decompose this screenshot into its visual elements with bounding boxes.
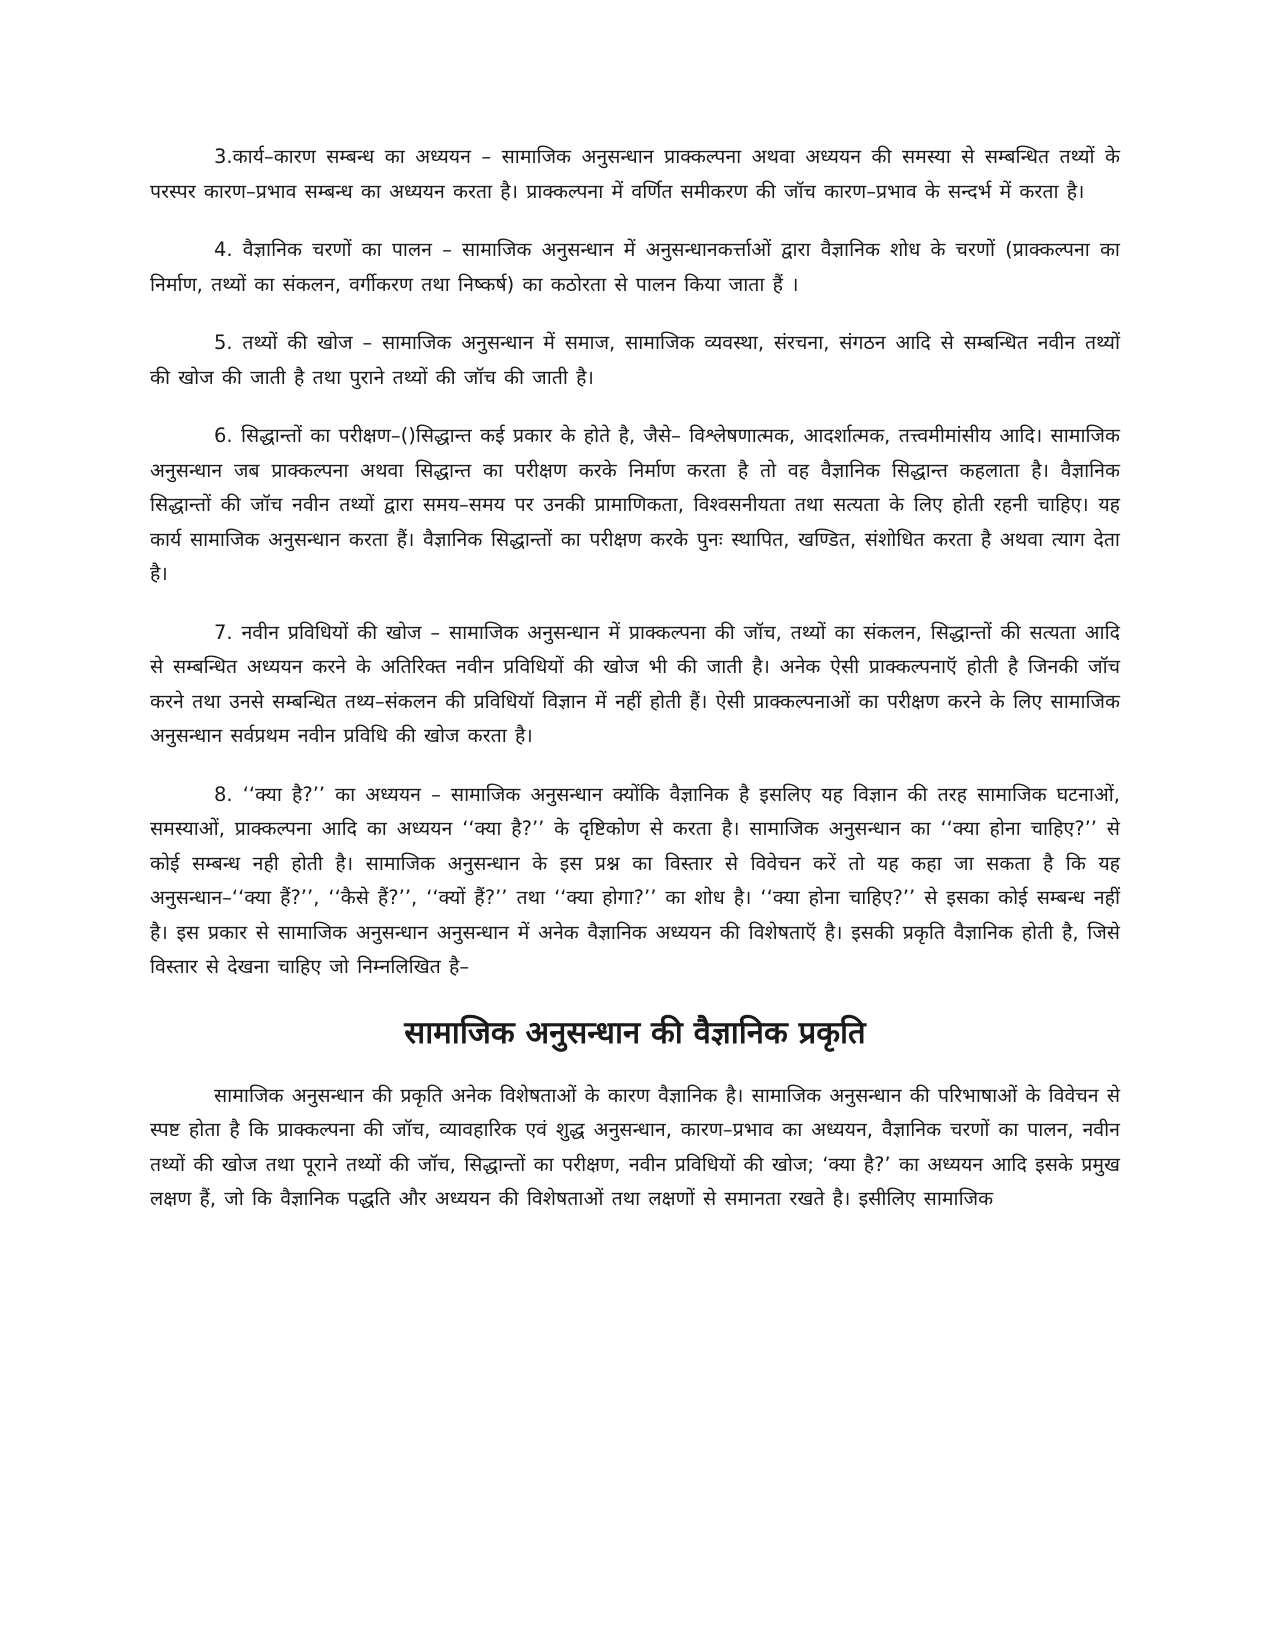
document-page [150,140,1120,1241]
paragraph-fact-finding: 5. तथ्यों की खोज – सामाजिक अनुसन्धान में समाज, सामाजिक व्यवस्था, संरचना, संगठन आदि से सम्बन्धित नवीन तथ्यों की खोज की जाती है तथा पुराने तथ्यों की जॉच की जाती है। [150,331,1120,389]
paragraph-what-is: 8. ‘‘क्या है?’’ का अध्ययन – सामाजिक अनुसन्धान क्योंकि वैज्ञानिक है इसलिए यह विज्ञान की तरह सामाजिक घटनाओं, समस्याओं, प्राक्कल्पना आदि का अध्ययन ‘‘क्या है?’’ के दृष्टिकोण से करता है। सामाजिक अनुसन्धान का ‘‘क्या होना चाहिए?’’ से कोई सम्बन्ध नही होती है। सामाजिक अनुसन्धान के इस प्रश्न का विस्तार से विवेचन करें तो यह कहा जा सकता है कि यह अनुसन्धान–‘‘क्या हैं?’’, ‘‘कैसे हैं?’’, ‘‘क्यों हैं?’’ तथा ‘‘क्या होगा?’’ का शोध है। ‘‘क्या होना चाहिए?’’ से इसका कोई सम्बन्ध नहीं है। इस प्रकार से सामाजिक अनुसन्धान अनुसन्धान में अनेक वैज्ञानिक अध्ययन की विशेषताऍ है। इसकी प्रकृति वैज्ञानिक होती है, जिसे विस्तार से देखना चाहिए जो निम्नलिखित है– [150,782,1120,978]
paragraph-cause-effect: 3.कार्य–कारण सम्बन्ध का अध्ययन – सामाजिक अनुसन्धान प्राक्कल्पना अथवा अध्ययन की समस्या से सम्बन्धित तथ्यों के परस्पर कारण–प्रभाव सम्बन्ध का अध्ययन करता है। प्राक्कल्पना में वर्णित समीकरण की जॉच कारण–प्रभाव के सन्दर्भ में करता है। [150,145,1120,203]
paragraph-scientific-steps: 4. वैज्ञानिक चरणों का पालन – सामाजिक अनुसन्धान में अनुसन्धानकर्त्ताओं द्वारा वैज्ञानिक शोध के चरणों (प्राक्कल्पना का निर्माण, तथ्यों का संकलन, वर्गीकरण तथा निष्कर्ष) का कठोरता से पालन किया जाता हैं । [150,238,1120,296]
section-heading: सामाजिक अनुसन्धान की वैज्ञानिक प्रकृति [404,1014,866,1051]
paragraph-theory-testing: 6. सिद्धान्तों का परीक्षण–()सिद्धान्त कई प्रकार के होते है, जैसे– विश्लेषणात्मक, आदर्शात्मक, तत्त्वमीमांसीय आदि। सामाजिक अनुसन्धान जब प्राक्कल्पना अथवा सिद्धान्त का परीक्षण करके निर्माण करता है तो वह वैज्ञानिक सिद्धान्त कहलाता है। वैज्ञानिक सिद्धान्तों की जॉच नवीन तथ्यों द्वारा समय–समय पर उनकी प्रामाणिकता, विश्वसनीयता तथा सत्यता के लिए होती रहनी चाहिए। यह कार्य सामाजिक अनुसन्धान करता हैं। वैज्ञानिक सिद्धान्तों का परीक्षण करके पुनः स्थापित, खण्डित, संशोधित करता है अथवा त्याग देता है। [150,424,1120,585]
paragraph-new-methods: 7. नवीन प्रविधियों की खोज – सामाजिक अनुसन्धान में प्राक्कल्पना की जॉच, तथ्यों का संकलन, सिद्धान्तों की सत्यता आदि से सम्बन्धित अध्ययन करने के अतिरिक्त नवीन प्रविधियों की खोज भी की जाती है। अनेक ऐसी प्राक्कल्पनाऍ होती है जिनकी जॉच करने तथा उनसे सम्बन्धित तथ्य–संकलन की प्रविधियॉ विज्ञान में नहीं होती हैं। ऐसी प्राक्कल्पनाओं का परीक्षण करने के लिए सामाजिक अनुसन्धान सर्वप्रथम नवीन प्रविधि की खोज करता है। [150,620,1120,747]
paragraph-scientific-nature: सामाजिक अनुसन्धान की प्रकृति अनेक विशेषताओं के कारण वैज्ञानिक है। सामाजिक अनुसन्धान की परिभाषाओं के विवेचन से स्पष्ट होता है कि प्राक्कल्पना की जॉच, व्यावहारिक एवं शुद्ध अनुसन्धान, कारण–प्रभाव का अध्ययन, वैज्ञानिक चरणों का पालन, नवीन तथ्यों की खोज तथा पूराने तथ्यों की जॉच, सिद्धान्तों का परीक्षण, नवीन प्रविधियों की खोज; ‘क्या है?’ का अध्ययन आदि इसके प्रमुख लक्षण हैं, जो कि वैज्ञानिक पद्धति और अध्ययन की विशेषताओं तथा लक्षणों से समानता रखते है। इसीलिए सामाजिक [150,1083,1120,1210]
